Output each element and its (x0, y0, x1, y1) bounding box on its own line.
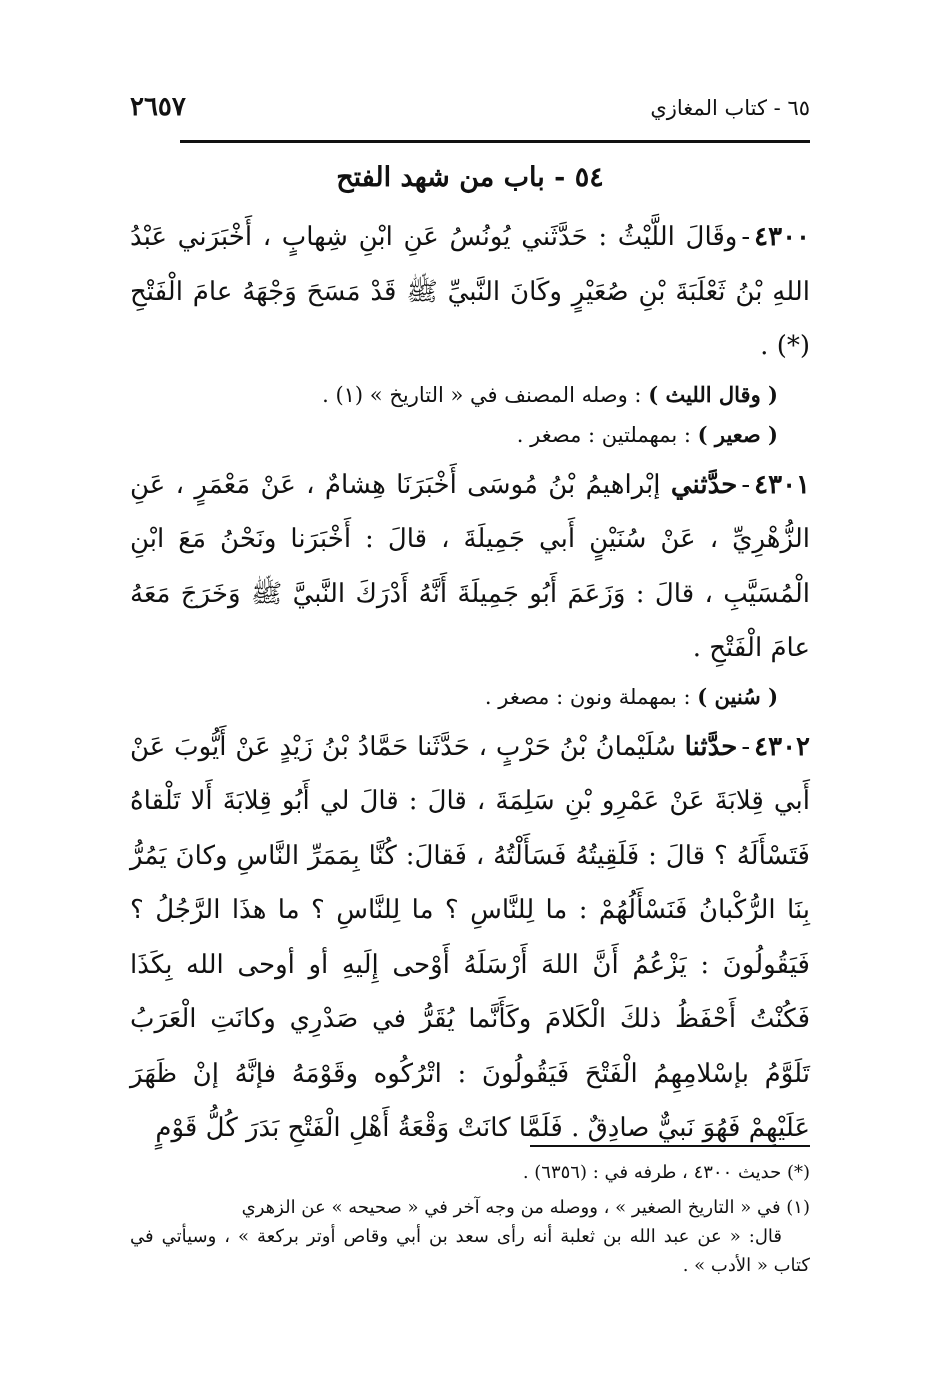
note-term: ( سُنين ) (697, 683, 778, 709)
footnote-rule (530, 1145, 810, 1147)
page-number: ٢٦٥٧ (130, 92, 186, 122)
footnote: (*) حديث ٤٣٠٠ ، طرفه في : (٦٣٥٦) . (522, 1162, 810, 1183)
note-term: ( صعير ) (697, 421, 778, 447)
commentary-note (130, 680, 778, 714)
footnote (130, 1193, 810, 1280)
header-rule (180, 140, 810, 143)
hadith-text: سُلَيْمانُ بْنُ حَرْبٍ ، حَدَّثَنا حَمَّادُ بْنُ زَيْدٍ عَنْ أَيُّوبَ عَنْ أَبي قِلابَةَ عَنْ عَمْرِو بْنِ سَلِمَةَ ، قالَ : قالَ لي أَبُو قِلابَةَ أَلا تَلْقاهُ فَتَسْأَلَهُ ؟ قالَ : فَلَقِيتُهُ فَسَأَلْتُهُ ، فَقالَ: كُنَّا بِمَمَرِّ النَّاسِ وكانَ يَمُرُّ بِنَا الرُّكْبانُ فَنَسْأَلُهُمْ : ما لِلنَّاسِ ؟ ما لِلنَّاسِ ؟ ما هذَا الرَّجُلُ ؟ فَيَقُولُونَ : يَزْعُمُ أَنَّ اللهَ أَرْسَلَهُ أَوْحى إِلَيهِ أو أوحى الله بِكَذَا فَكُنْتُ أَحْفَظُ ذلكَ الْكَلامَ وكَأَنَّما يُقَرُّ في صَدْرِي وكانَتِ الْعَرَبُ تَلَوَّمُ بإسْلامِهِمُ الْفَتْحَ فَيَقُولُونَ : اتْرُكُوه وقَوْمَهُ فإنَّهُ إنْ ظَهَرَ عَلَيْهِمْ فَهُوَ نَبيٌّ صادِقٌ . فَلَمَّا كانَتْ وَقْعَةُ أَهْلِ الْفَتْحِ بَدَرَ كُلُّ قَوْمٍ (130, 731, 810, 1143)
page-body (130, 150, 810, 1156)
note-term: ( وقال الليث ) (648, 381, 778, 407)
hadith-4302: ٤٣٠٢-حدَّثنا سُلَيْمانُ بْنُ حَرْبٍ ، حَدَّثَنا حَمَّادُ بْنُ زَيْدٍ عَنْ أَيُّوبَ عَنْ أَبي قِلابَةَ عَنْ عَمْرِو بْنِ سَلِمَةَ ، قالَ : قالَ لي أَبُو قِلابَةَ أَلا تَلْقاهُ فَتَسْأَلَهُ ؟ قالَ : فَلَقِيتُهُ فَسَأَلْتُهُ ، فَقالَ: كُنَّا بِمَمَرِّ النَّاسِ وكانَ يَمُرُّ بِنَا الرُّكْبانُ فَنَسْأَلُهُمْ : ما لِلنَّاسِ ؟ ما لِلنَّاسِ ؟ ما هذَا الرَّجُلُ ؟ فَيَقُولُونَ : يَزْعُمُ أَنَّ اللهَ أَرْسَلَهُ أَوْحى إِلَيهِ أو أوحى الله بِكَذَا فَكُنْتُ أَحْفَظُ ذلكَ الْكَلامَ وكَأَنَّما يُقَرُّ في صَدْرِي وكانَتِ الْعَرَبُ تَلَوَّمُ بإسْلامِهِمُ الْفَتْحَ فَيَقُولُونَ : اتْرُكُوه وقَوْمَهُ فإنَّهُ إنْ ظَهَرَ عَلَيْهِمْ فَهُوَ نَبيٌّ صادِقٌ . فَلَمَّا كانَتْ وَقْعَةُ أَهْلِ الْفَتْحِ بَدَرَ كُلُّ قَوْمٍ (130, 731, 810, 1143)
footnotes (130, 1152, 810, 1280)
page-header (130, 92, 810, 132)
hadith-lead: حدَّثنا (684, 731, 738, 762)
hadith-number: ٤٣٠٠ (754, 222, 810, 252)
running-chapter-title: ٦٥ - كتاب المغازي (650, 96, 810, 120)
commentary-note (130, 378, 778, 412)
hadith-text: وقَالَ اللَّيْثُ : حَدَّثَني يُونُسُ عَنِ ابْنِ شِهابٍ ، أَخْبَرَني عَبْدُ اللهِ بْنُ ثَعْلَبَةَ بْنِ صُعَيْرٍ وكَانَ النَّبيِّ ﷺ قَدْ مَسَحَ وَجْهَهُ عامَ الْفَتْحِ (*) . (130, 222, 810, 361)
hadith-number: ٤٣٠٢ (754, 731, 810, 762)
hadith-number: ٤٣٠١ (754, 469, 811, 500)
hadith-4301: ٤٣٠١-حدَّثني إبْراهيمُ بْنُ مُوسَى أَخْبَرَنَا هِشامٌ ، عَنْ مَعْمَرٍ ، عَنِ الزُّهْرِيِّ ، عَنْ سُنَيْنٍ أَبي جَمِيلَةَ ، قالَ : أَخْبَرَنا ونَحْنُ مَعَ ابْنِ الْمُسَيَّبِ ، قالَ : وَزَعَمَ أَبُو جَمِيلَةَ أَنَّهُ أَدْرَكَ النَّبيَّ ﷺ وَخَرَجَ مَعَهُ عامَ الْفَتْحِ . (130, 469, 811, 663)
note-text: : وصله المصنف في « التاريخ » (١) . (322, 382, 642, 407)
hadith-text: إبْراهيمُ بْنُ مُوسَى أَخْبَرَنَا هِشامٌ ، عَنْ مَعْمَرٍ ، عَنِ الزُّهْرِيِّ ، عَنْ سُنَيْنٍ أَبي جَمِيلَةَ ، قالَ : أَخْبَرَنا ونَحْنُ مَعَ ابْنِ الْمُسَيَّبِ ، قالَ : وَزَعَمَ أَبُو جَمِيلَةَ أَنَّهُ أَدْرَكَ النَّبيَّ ﷺ وَخَرَجَ مَعَهُ عامَ الْفَتْحِ . (130, 469, 810, 663)
note-text: : بمهملتين : مصغر . (516, 422, 691, 447)
footnote-text: (١) في « التاريخ الصغير » ، ووصله من وجه آخر في « صحيحه » عن الزهري (241, 1197, 810, 1218)
commentary-note (130, 418, 778, 452)
chapter-title: ٥٤ - باب من شهد الفتح (336, 162, 604, 193)
hadith-lead: حدَّثني (670, 469, 738, 500)
note-text: : بمهملة ونون : مصغر . (484, 684, 691, 709)
hadith-4300: ٤٣٠٠-وقَالَ اللَّيْثُ : حَدَّثَني يُونُسُ عَنِ ابْنِ شِهابٍ ، أَخْبَرَني عَبْدُ اللهِ بْنُ ثَعْلَبَةَ بْنِ صُعَيْرٍ وكَانَ النَّبيِّ ﷺ قَدْ مَسَحَ وَجْهَهُ عامَ الْفَتْحِ (*) . (130, 222, 810, 361)
footnote-continuation: قال: « عن عبد الله بن ثعلبة أنه رأى سعد بن أبي وقاص أوتر بركعة » ، وسيأتي في كتاب « الأدب » . (130, 1226, 810, 1276)
